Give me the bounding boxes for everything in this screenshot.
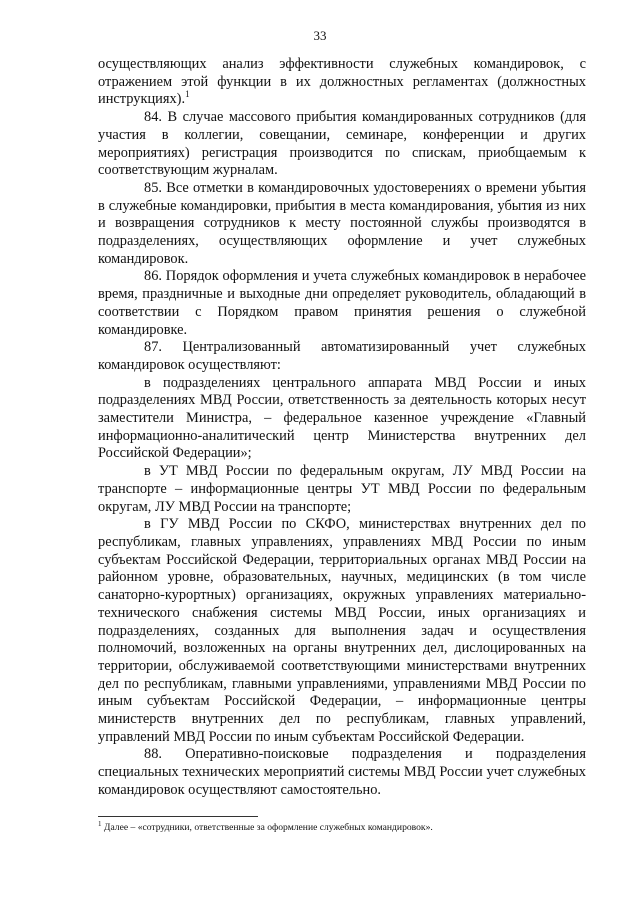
document-body [98,56,586,800]
paragraph-continuation [98,56,586,109]
paragraph-84: 84. В случае массового прибытия командированных сотрудников (для участия в коллегии, совещании, семинаре, конференции и других мероприятиях) регистрация производится по спискам, приобщаемым к соответствующим журналам. [98,109,586,179]
paragraph-85: 85. Все отметки в командировочных удостоверениях о времени убытия в служебные командировки, прибытия в места командирования, убытия из них и возвращения сотрудников к месту постоянной службы производятся в подразделениях, осуществляющих оформление и учет служебных командировок. [98,179,586,267]
paragraph-87: 87. Централизованный автоматизированный учет служебных командировок осуществляют: [98,339,586,373]
footnote-marker: 1 [98,819,102,828]
paragraph-87-item-2: в УТ МВД России по федеральным округам, ЛУ МВД России на транспорте – информационные центры УТ МВД России по федеральным округам, ЛУ МВД России на транспорте; [98,463,586,515]
footnote-text: Далее – «сотрудники, ответственные за оформление служебных командировок». [103,822,433,833]
footnote-divider [98,816,258,817]
footnote [98,819,586,834]
footnote-ref: 1 [185,89,190,100]
paragraph-87-item-1: в подразделениях центрального аппарата МВД России и иных подразделениях МВД России, ответственность за деятельность которых несут заместители Министра, – федеральное казенное учреждение «Главный информационно-аналитический центр Министерства внутренних дел Российской Федерации»; [98,374,586,462]
page-number: 33 [313,28,327,43]
paragraph-text: осуществляющих анализ эффективности служебных командировок, с отражением этой функции в их должностных регламентах (должностных инструкциях). [98,56,586,108]
paragraph-87-item-3: в ГУ МВД России по СКФО, министерствах внутренних дел по республикам, главных управлениях, управлениях МВД России по иным субъектам Российской Федерации, территориальных органах МВД России на районном уровне, образовательных, научных, медицинских (в том числе санаторно-курортных) организациях, окружных управлениях материально-технического снабжения системы МВД России, иных организациях и подразделениях, созданных для выполнения задач и осуществления полномочий, возложенных на органы внутренних дел, дислоцированных на территории, обслуживаемой соответствующими министерствами внутренних дел по республикам, главными управлениями, управлениями МВД России по иным субъектам Российской Федерации, – информационные центры министерств внутренних дел по республикам, главных управлений, управлений МВД России по иным субъектам Российской Федерации. [98,516,586,745]
paragraph-88: 88. Оперативно-поисковые подразделения и подразделения специальных технических мероприятий системы МВД России учет служебных командировок осуществляют самостоятельно. [98,746,586,798]
paragraph-86: 86. Порядок оформления и учета служебных командировок в нерабочее время, праздничные и выходные дни определяет руководитель, обладающий в соответствии с Порядком правом принятия решения о служебной командировке. [98,268,586,338]
